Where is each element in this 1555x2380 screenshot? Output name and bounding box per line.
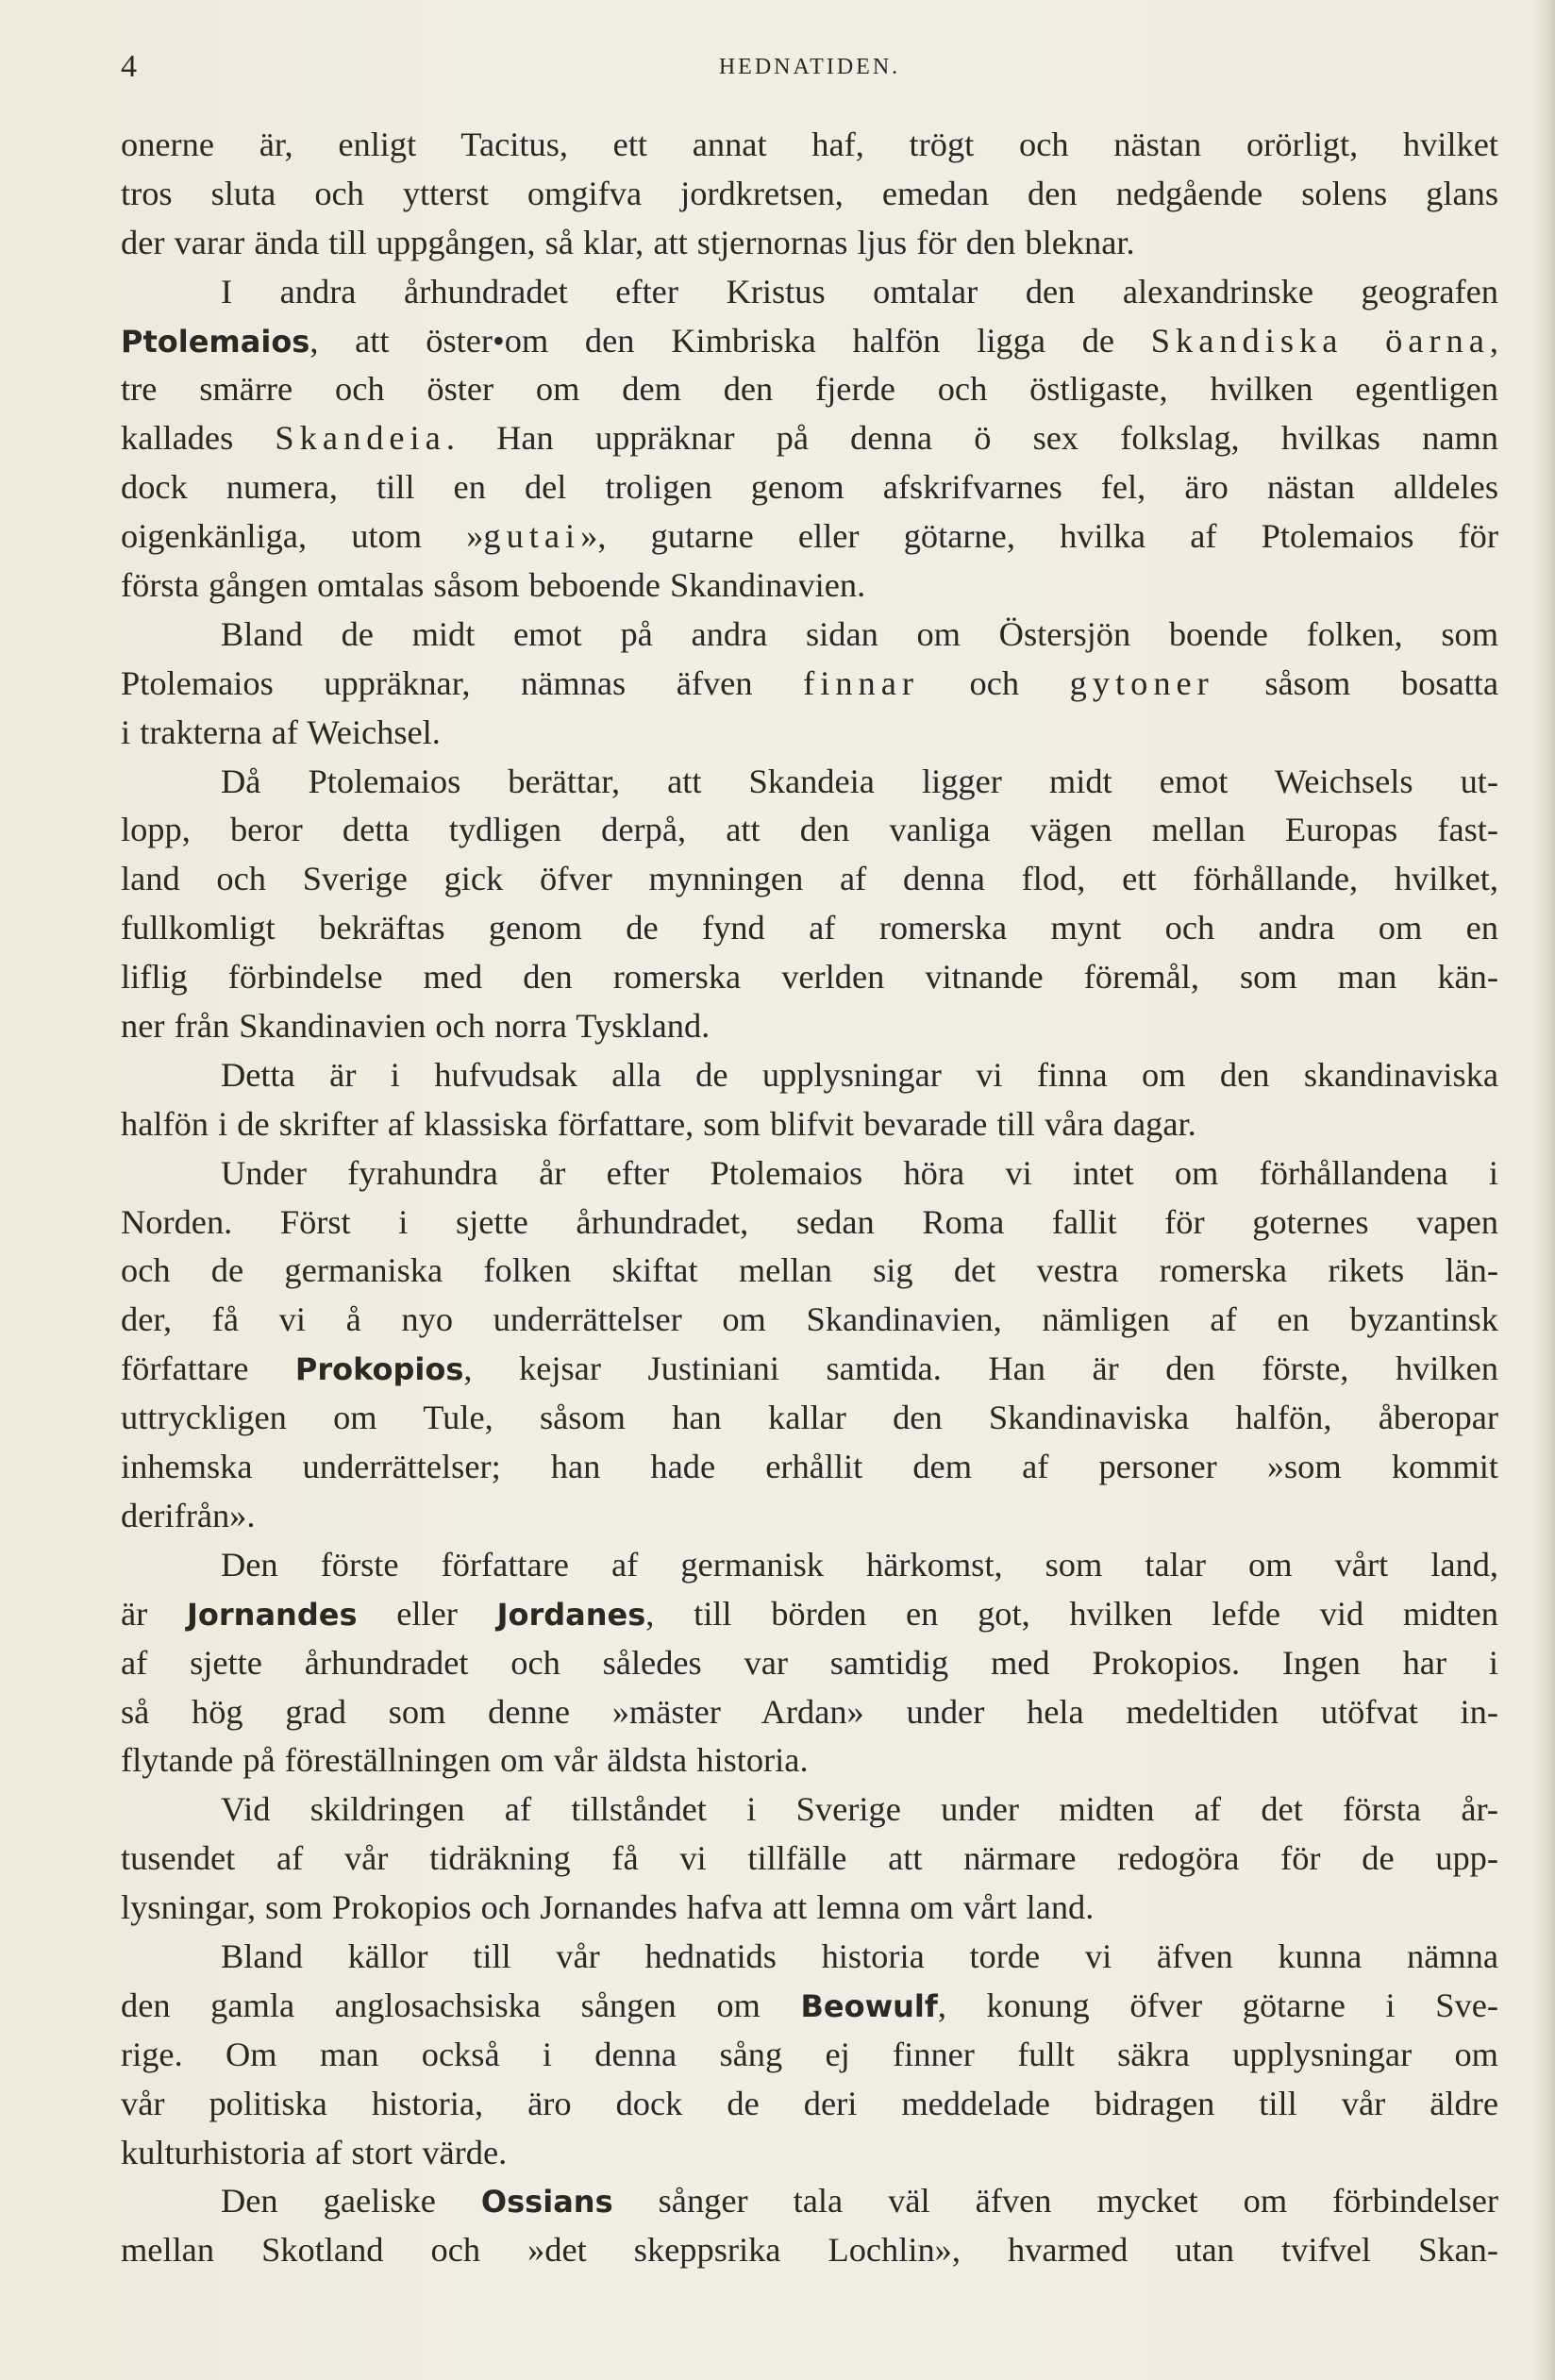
spaced-term: Skandiska öarna bbox=[1150, 321, 1490, 360]
text-line: Ptolemaios uppräknar, nämnas äfven finnar och gytoner såsom bosatta bbox=[121, 663, 1498, 702]
text-line: uttryckligen om Tule, såsom han kallar den Skandinaviska halfön, åberopar bbox=[121, 1399, 1498, 1437]
name-prokopios: Prokopios bbox=[294, 1351, 464, 1388]
text-line: så hög grad som denne »mäster Ardan» under hela medeltiden utöfvat in- bbox=[121, 1692, 1498, 1731]
running-title: HEDNATIDEN. bbox=[718, 55, 901, 79]
text-line: författare Prokopios, kejsar Justiniani samtida. Han är den förste, hvilken bbox=[121, 1349, 1498, 1388]
text-line: Vid skildringen af tillståndet i Sverige under midten af det första år- bbox=[221, 1790, 1498, 1829]
text-line: tre smärre och öster om dem den fjerde och östligaste, hvilken egentligen bbox=[121, 370, 1498, 409]
text-line: der, få vi å nyo underrättelser om Skandinavien, nämligen af en byzantinsk bbox=[121, 1300, 1498, 1339]
text-line: liflig förbindelse med den romerska verlden vitnande föremål, som man kän- bbox=[121, 958, 1498, 997]
body-text bbox=[121, 121, 1498, 2275]
text-line: tros sluta och ytterst omgifva jordkretsen, emedan den nedgående solens glans bbox=[121, 174, 1498, 212]
page-header bbox=[121, 49, 1498, 91]
text-line: derifrån». bbox=[121, 1496, 256, 1534]
text-line: lysningar, som Prokopios och Jornandes hafva att lemna om vårt land. bbox=[121, 1888, 1095, 1927]
spaced-term: gutai bbox=[483, 517, 581, 556]
name-ptolemaios: Ptolemaios bbox=[121, 323, 310, 360]
text-line: den gamla anglosachsiska sången om Beowulf, konung öfver götarne i Sve- bbox=[121, 1986, 1498, 2024]
text-line: Den gaeliske Ossians sånger tala väl äfven mycket om förbindelser bbox=[221, 2182, 1498, 2221]
text-line: mellan Skotland och »det skeppsrika Lochlin», hvarmed utan tvifvel Skan- bbox=[121, 2231, 1498, 2270]
text-line: oigenkänliga, utom »gutai», gutarne eller götarne, hvilka af Ptolemaios för bbox=[121, 517, 1498, 556]
text-line: der varar ända till uppgången, så klar, att stjernornas ljus för den bleknar. bbox=[121, 223, 1135, 261]
text-line: Under fyrahundra år efter Ptolemaios höra vi intet om förhållandena i bbox=[221, 1153, 1498, 1192]
text-line: Norden. Först i sjette århundradet, sedan Roma fallit för goternes vapen bbox=[121, 1202, 1498, 1241]
text-line: af sjette århundradet och således var samtidig med Prokopios. Ingen har i bbox=[121, 1643, 1498, 1682]
text-line: fullkomligt bekräftas genom de fynd af romerska mynt och andra om en bbox=[121, 909, 1498, 947]
text-line: Bland de midt emot på andra sidan om Östersjön boende folken, som bbox=[221, 614, 1498, 653]
text-line: halfön i de skrifter af klassiska författare, som blifvit bevarade till våra dagar. bbox=[121, 1104, 1196, 1143]
page-edge-shadow bbox=[1534, 0, 1555, 2380]
name-jornandes: Jornandes bbox=[187, 1596, 358, 1633]
name-ossians: Ossians bbox=[480, 2184, 613, 2221]
spaced-term: gytoner bbox=[1069, 663, 1214, 702]
text-line: land och Sverige gick öfver mynningen af denna flod, ett förhållande, hvilket, bbox=[121, 860, 1498, 898]
text-line: första gången omtalas såsom beboende Skandinavien. bbox=[121, 566, 866, 605]
page-number: 4 bbox=[121, 49, 137, 84]
text-line: Detta är i hufvudsak alla de upplysningar vi finna om den skandinaviska bbox=[221, 1055, 1498, 1094]
text-line: Den förste författare af germanisk härkomst, som talar om vårt land, bbox=[221, 1545, 1498, 1584]
text-line: I andra århundradet efter Kristus omtalar den alexandrinske geografen bbox=[221, 272, 1498, 310]
text-line: lopp, beror detta tydligen derpå, att den vanliga vägen mellan Europas fast- bbox=[121, 811, 1498, 849]
text-line: tusendet af vår tidräkning få vi tillfälle att närmare redogöra för de upp- bbox=[121, 1839, 1498, 1878]
text-line: kallades Skandeia. Han uppräknar på denna ö sex folkslag, hvilkas namn bbox=[121, 419, 1498, 458]
text-line: dock numera, till en del troligen genom afskrifvarnes fel, äro nästan alldeles bbox=[121, 468, 1498, 507]
text-line: inhemska underrättelser; han hade erhållit dem af personer »som kommit bbox=[121, 1448, 1498, 1486]
text-line: flytande på föreställningen om vår äldsta historia. bbox=[121, 1741, 809, 1780]
spaced-term: finnar bbox=[803, 663, 919, 702]
text-line: och de germaniska folken skiftat mellan sig det vestra romerska rikets län- bbox=[121, 1251, 1498, 1290]
text-line: kulturhistoria af stort värde. bbox=[121, 2133, 508, 2171]
text-line: rige. Om man också i denna sång ej finner fullt säkra upplysningar om bbox=[121, 2035, 1498, 2073]
name-jordanes: Jordanes bbox=[496, 1596, 646, 1633]
text-line: ner från Skandinavien och norra Tyskland. bbox=[121, 1007, 711, 1046]
text-line: onerne är, enligt Tacitus, ett annat haf, trögt och nästan orörligt, hvilket bbox=[121, 126, 1498, 163]
text-line: Bland källor till vår hednatids historia torde vi äfven kunna nämna bbox=[221, 1936, 1498, 1975]
spaced-term: Skandeia bbox=[275, 419, 446, 458]
text-line: i trakterna af Weichsel. bbox=[121, 712, 441, 751]
text-line: vår politiska historia, äro dock de deri meddelade bidragen till vår äldre bbox=[121, 2084, 1498, 2122]
text-line: Då Ptolemaios berättar, att Skandeia ligger midt emot Weichsels ut- bbox=[221, 762, 1498, 800]
name-beowulf: Beowulf bbox=[800, 1987, 938, 2024]
text-line: är Jornandes eller Jordanes, till börden en got, hvilken lefde vid midten bbox=[121, 1594, 1498, 1633]
text-line: Ptolemaios, att öster•om den Kimbriska halfön ligga de Skandiska öarna, bbox=[121, 321, 1498, 360]
